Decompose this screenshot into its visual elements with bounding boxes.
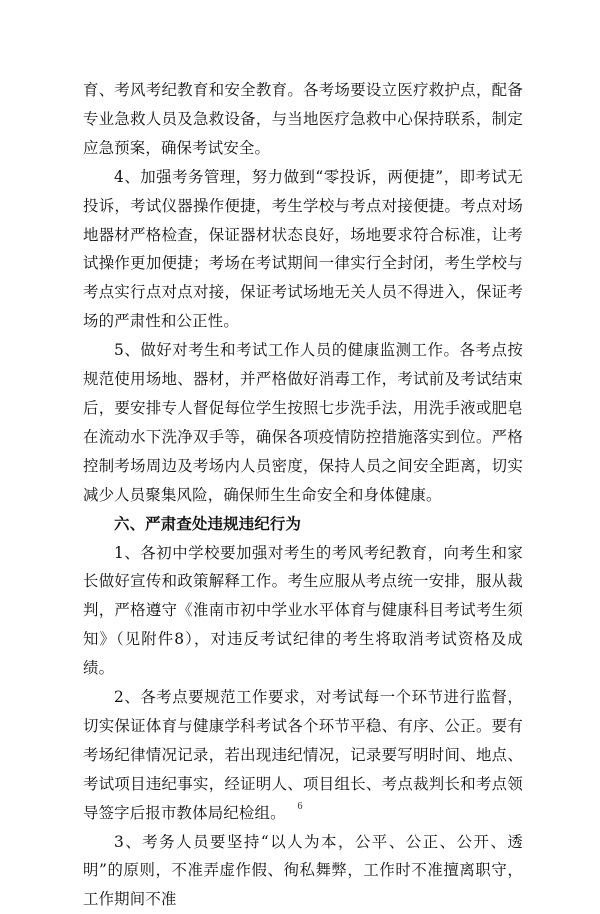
- paragraph-item-1: 1、各初中学校要加强对考生的考风考纪教育，向考生和家长做好宣传和政策解释工作。考生应服从考点统一安排，服从裁判，严格遵守《淮南市初中学业水平体育与健康科目考试考生须知》（见附件8），对违反考试纪律的考生将取消考试资格及成绩。: [83, 543, 523, 678]
- page-number: 6: [297, 801, 303, 812]
- paragraph-continuation: 育、考风考纪教育和安全教育。各考场要设立医疗救护点，配备专业急救人员及急救设备，与当地医疗急救中心保持联系，制定应急预案，确保考试安全。: [83, 81, 523, 157]
- paragraph-item-3: 3、考务人员要坚持“以人为本，公平、公正、公开、透明”的原则，不准弄虚作假、徇私舞弊，工作时不准擅离职守，工作期间不准: [83, 832, 523, 909]
- section-heading: 六、严肃查处违规违纪行为: [114, 514, 302, 533]
- paragraph-item-4: 4、加强考务管理，努力做到“零投诉，两便捷”，即考试无投诉，考试仪器操作便捷，考生学校与考点对接便捷。考点对场地器材严格检查，保证器材状态良好，场地要求符合标准，让考试操作更加便捷；考场在考试期间一律实行全封闭，考生学校与考点实行点对点对接，保证考试场地无关人员不得进入，保证考场的严肃性和公正性。: [83, 167, 523, 331]
- paragraph-item-5: 5、做好对考生和考试工作人员的健康监测工作。各考点按规范使用场地、器材，并严格做好消毒工作，考试前及考试结束后，要安排专人督促每位学生按照七步洗手法，用洗手液或肥皂在流动水下洗净双手等，确保各项疫情防控措施落实到位。严格控制考场周边及考场内人员密度，保持人员之间安全距离，切实减少人员聚集风险，确保师生生命安全和身体健康。: [83, 341, 523, 504]
- body-text: [83, 76, 523, 914]
- paragraph-item-2: 2、各考点要规范工作要求，对考试每一个环节进行监督，切实保证体育与健康学科考试各个环节平稳、有序、公正。要有考场纪律情况记录，若出现违纪情况，记录要写明时间、地点、考试项目违纪事实，经证明人、项目组长、考点裁判长和考点领导签字后报市教体局纪检组。: [83, 688, 523, 822]
